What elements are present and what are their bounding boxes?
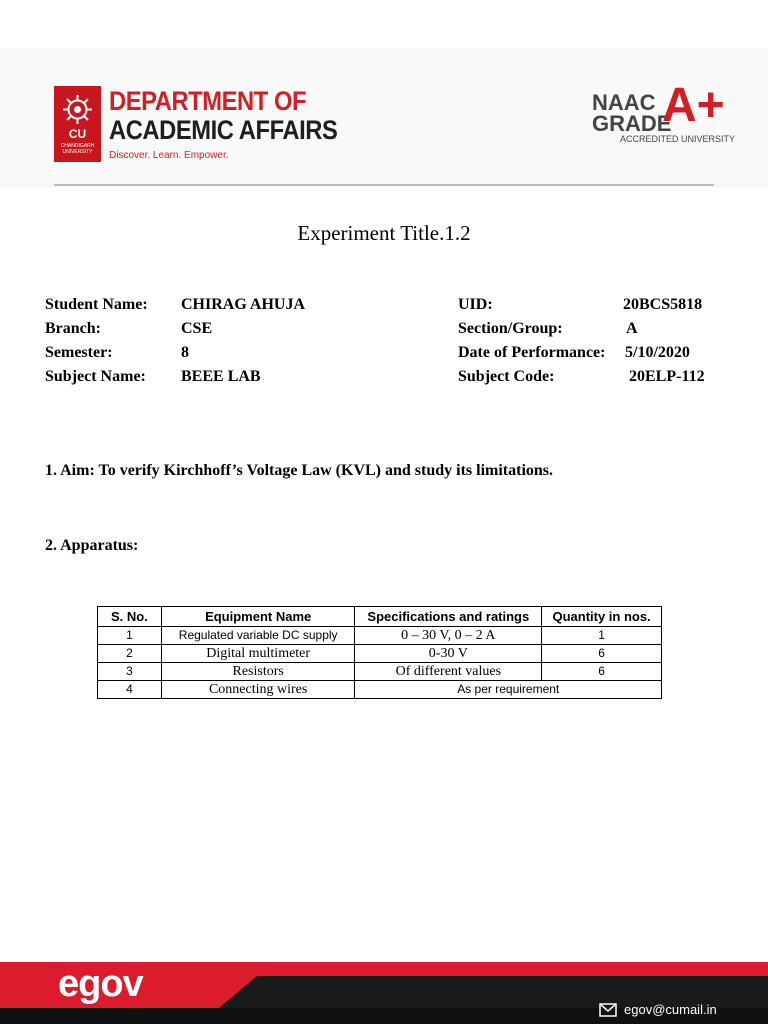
footer-stripe — [0, 958, 768, 962]
table-cell: 0-30 V — [355, 645, 542, 663]
table-row — [98, 681, 662, 699]
branch-value: CSE — [181, 320, 213, 337]
table-cell: 1 — [542, 627, 662, 645]
egov-logo: egov — [58, 963, 143, 1005]
date-value: 5/10/2020 — [625, 344, 690, 361]
uid-label: UID: — [458, 296, 493, 313]
mail-icon — [599, 1003, 617, 1017]
table-cell: As per requirement — [355, 681, 662, 699]
department-title: DEPARTMENT OF — [109, 86, 307, 116]
subject-name-value: BEEE LAB — [181, 368, 261, 385]
date-label: Date of Performance: — [458, 344, 606, 361]
table-row — [98, 645, 662, 663]
section-value: A — [626, 320, 638, 337]
table-cell: Digital multimeter — [161, 645, 355, 663]
semester-value: 8 — [181, 344, 189, 361]
grade-label: GRADE — [592, 111, 672, 136]
aim-text: 1. Aim: To verify Kirchhoff’s Voltage Law (KVL) and study its limitations. — [45, 462, 554, 479]
logo-subtitle: CHANDIGARH UNIVERSITY — [60, 143, 95, 155]
tagline: Discover. Learn. Empower. — [109, 150, 229, 161]
table-header-cell: Quantity in nos. — [542, 607, 662, 627]
naac-label: NAAC — [592, 90, 656, 115]
accredited-label: ACCREDITED UNIVERSITY — [620, 134, 736, 144]
table-row — [98, 627, 662, 645]
subject-code-value: 20ELP-112 — [629, 368, 705, 385]
university-logo — [54, 86, 101, 162]
subject-code-label: Subject Code: — [458, 368, 555, 385]
table-cell: 2 — [98, 645, 162, 663]
table-cell: 0 – 30 V, 0 – 2 A — [355, 627, 542, 645]
footer-email[interactable]: egov@cumail.in — [624, 1002, 717, 1017]
table-header-cell: Specifications and ratings — [355, 607, 542, 627]
table-cell: 1 — [98, 627, 162, 645]
table-header-cell: Equipment Name — [161, 607, 355, 627]
table-row — [98, 663, 662, 681]
experiment-title: Experiment Title.1.2 — [297, 221, 471, 245]
grade-value: A+ — [662, 79, 725, 132]
table-cell: 4 — [98, 681, 162, 699]
section-label: Section/Group: — [458, 320, 563, 337]
department-subtitle: ACADEMIC AFFAIRS — [109, 115, 338, 145]
semester-label: Semester: — [45, 344, 113, 361]
table-cell: 6 — [542, 663, 662, 681]
table-cell: 3 — [98, 663, 162, 681]
table-header-cell: S. No. — [98, 607, 162, 627]
table-cell: Of different values — [355, 663, 542, 681]
apparatus-heading: 2. Apparatus: — [45, 537, 139, 554]
table-cell: Connecting wires — [161, 681, 355, 699]
table-cell: 6 — [542, 645, 662, 663]
emblem-icon — [62, 94, 93, 125]
header-divider — [54, 184, 714, 186]
table-cell: Resistors — [161, 663, 355, 681]
branch-label: Branch: — [45, 320, 101, 337]
apparatus-table — [97, 606, 662, 699]
uid-value: 20BCS5818 — [623, 296, 703, 313]
logo-letters: CU — [68, 127, 87, 141]
student-name-value: CHIRAG AHUJA — [181, 296, 306, 313]
student-name-label: Student Name: — [45, 296, 148, 313]
subject-name-label: Subject Name: — [45, 368, 146, 385]
table-header-row — [98, 607, 662, 627]
table-cell: Regulated variable DC supply — [161, 627, 355, 645]
